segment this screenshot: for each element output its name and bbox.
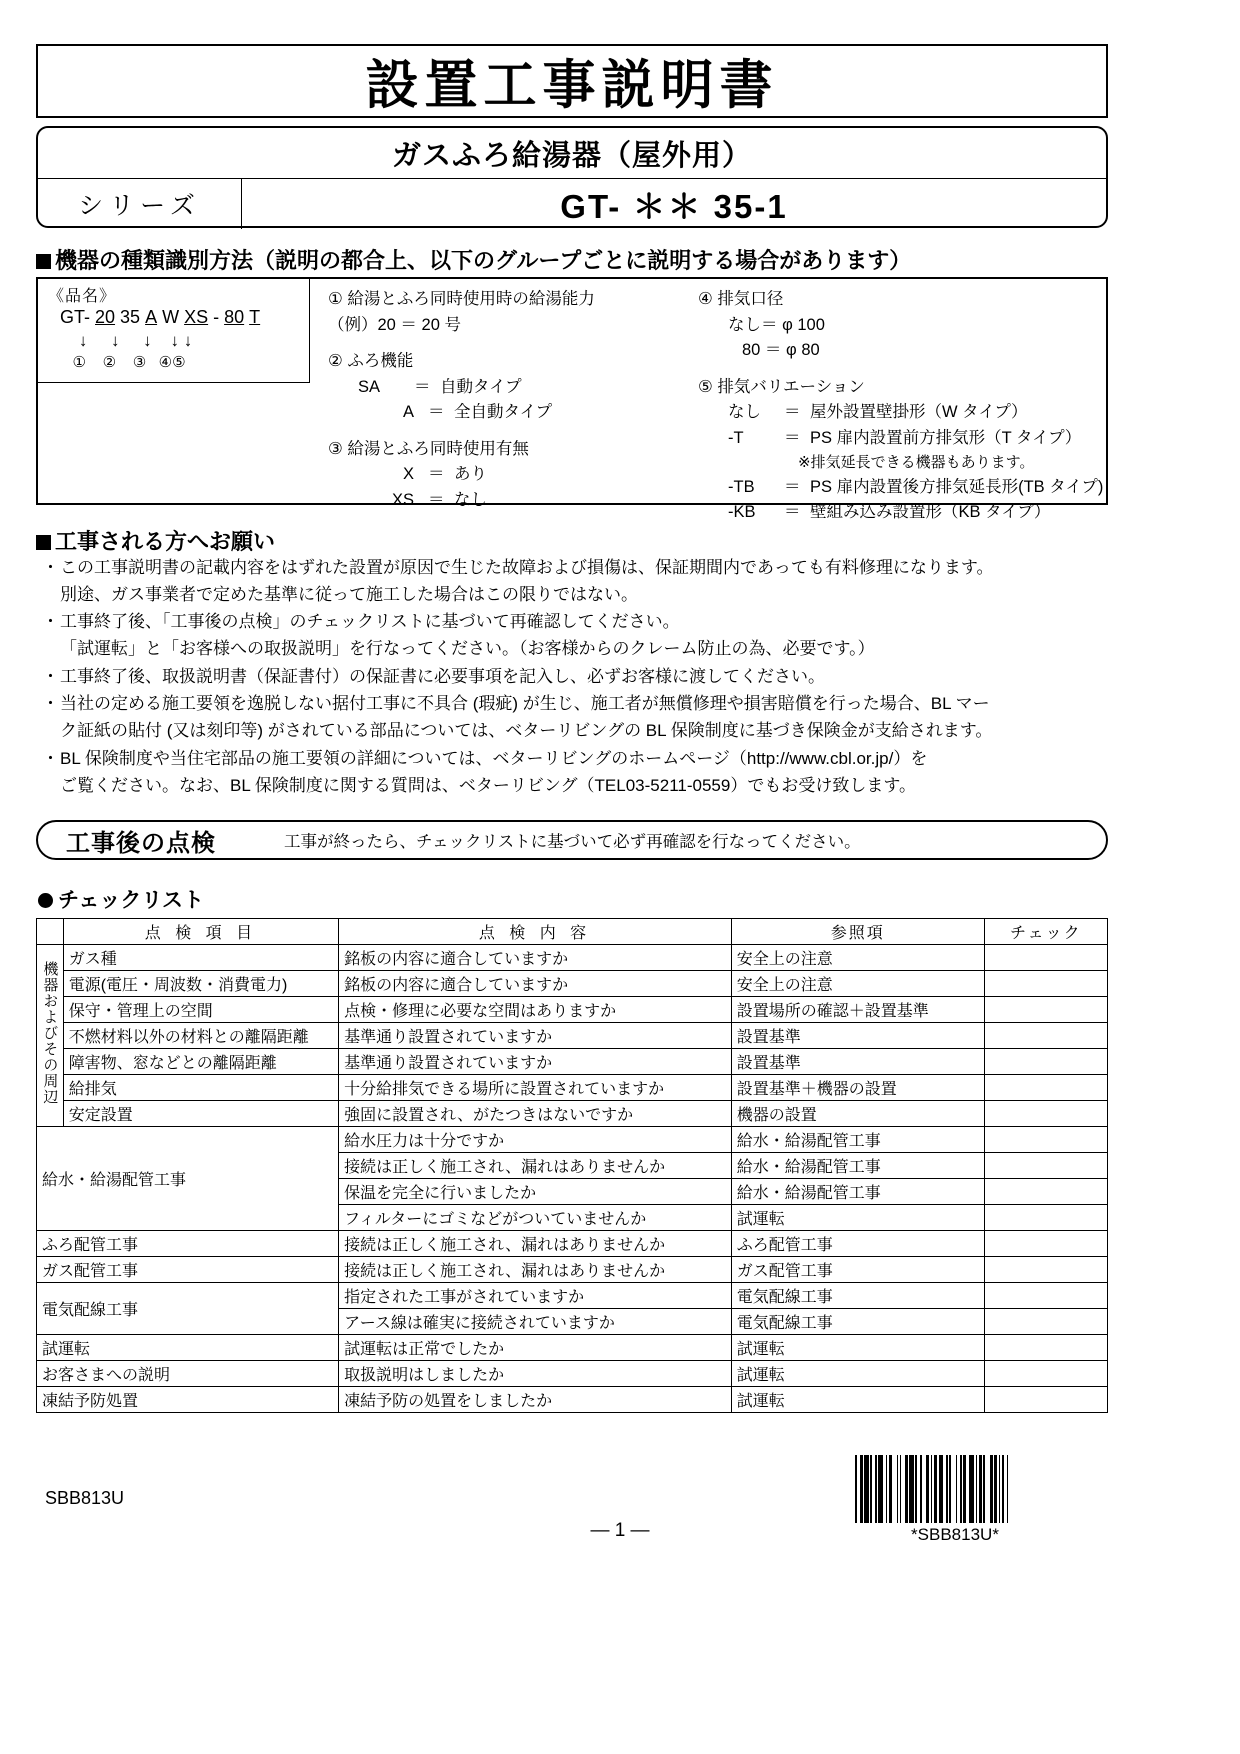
row-16-check[interactable] bbox=[984, 1335, 1107, 1361]
group-2-no: ② bbox=[328, 352, 343, 371]
row-12-ref: ふろ配管工事 bbox=[731, 1231, 984, 1257]
header-side-spacer bbox=[37, 919, 64, 945]
row-12-item: ふろ配管工事 bbox=[37, 1231, 339, 1257]
header-inspection-item: 点 検 項 目 bbox=[63, 919, 338, 945]
group-5-option-2-key: -T bbox=[728, 428, 744, 447]
list-item bbox=[36, 609, 1111, 662]
model-number-row: ① ② ③ ④⑤ bbox=[60, 354, 186, 371]
table-row bbox=[37, 945, 1108, 971]
table-row bbox=[37, 1075, 1108, 1101]
model-breakdown-cell bbox=[38, 279, 310, 383]
group-3-option-1-value: あり bbox=[454, 465, 487, 484]
row-14-check[interactable] bbox=[984, 1283, 1107, 1309]
bullet-square-icon bbox=[36, 535, 51, 550]
group-3-no: ③ bbox=[328, 439, 343, 458]
page-title: 設置工事説明書 bbox=[365, 55, 779, 116]
request-item-2-line-2: 「試運転」と「お客様への取扱説明」を行なってください。（お客様からのクレーム防止の為、必要です。） bbox=[60, 639, 875, 659]
table-row bbox=[37, 1049, 1108, 1075]
group-5-option-3-eq: ＝ bbox=[784, 477, 801, 496]
group-3-option-1-key: X bbox=[402, 465, 414, 484]
table-row bbox=[37, 971, 1108, 997]
row-13-ref: ガス配管工事 bbox=[731, 1257, 984, 1283]
inspection-banner-label: 工事後の点検 bbox=[66, 829, 216, 857]
group-4-option-2 bbox=[698, 338, 1118, 364]
header-check: チェック bbox=[984, 919, 1107, 945]
group-4-option-2-value: φ 80 bbox=[786, 341, 820, 360]
row-7-check[interactable] bbox=[984, 1101, 1107, 1127]
inspection-banner-note: 工事が終ったら、チェックリストに基づいて必ず再確認を行なってください。 bbox=[284, 833, 861, 851]
group-5-option-2-value: PS 扉内設置前方排気形（T タイプ） bbox=[810, 428, 1082, 447]
row-7-content: 強固に設置され、がたつきはないですか bbox=[339, 1101, 732, 1127]
group-3-option-1-eq: ＝ bbox=[428, 465, 445, 484]
row-4-content: 基準通り設置されていますか bbox=[339, 1023, 732, 1049]
group-4-option-2-key: 80 ＝ bbox=[742, 341, 782, 360]
group-2-option-2-eq: ＝ bbox=[428, 403, 445, 422]
group-4-title: 排気口径 bbox=[717, 290, 784, 308]
row-10-content: 保温を完全に行いましたか bbox=[339, 1179, 732, 1205]
table-row bbox=[37, 1231, 1108, 1257]
request-heading-text: 工事される方へお願い bbox=[55, 529, 276, 554]
request-item-5-line-2: ご覧ください。なお、BL 保険制度に関する質問は、ベターリビング（TEL03-5211-0559）でもお受け致します。 bbox=[60, 775, 916, 795]
request-list bbox=[36, 555, 1111, 799]
row-3-ref: 設置場所の確認＋設置基準 bbox=[731, 997, 984, 1023]
table-row bbox=[37, 1361, 1108, 1387]
bullet-circle-icon bbox=[38, 893, 53, 908]
request-item-1-line-2: 別途、ガス事業者で定めた基準に従って施工した場合はこの限りではない。 bbox=[60, 584, 638, 604]
table-row bbox=[37, 1257, 1108, 1283]
group-5-option-3-value: PS 扉内設置後方排気延長形(TB タイプ) bbox=[810, 477, 1104, 496]
group-1-example: （例）20 ＝ 20 号 bbox=[328, 315, 461, 334]
row-16-item: 試運転 bbox=[37, 1335, 339, 1361]
row-12-check[interactable] bbox=[984, 1231, 1107, 1257]
row-18-content: 凍結予防の処置をしましたか bbox=[339, 1387, 732, 1413]
row-7-ref: 機器の設置 bbox=[731, 1101, 984, 1127]
checklist-heading-text: チェックリスト bbox=[58, 889, 204, 912]
group-2-option-1-value: 自動タイプ bbox=[440, 377, 522, 396]
row-15-ref: 電気配線工事 bbox=[731, 1309, 984, 1335]
group-3-title: 給湯とふろ同時使用有無 bbox=[347, 439, 529, 458]
product-subtitle: ガスふろ給湯器（屋外用） bbox=[391, 139, 752, 172]
identification-group-3 bbox=[328, 437, 678, 514]
header-reference: 参照項 bbox=[731, 919, 984, 945]
row-6-check[interactable] bbox=[984, 1075, 1107, 1101]
row-11-content: フィルターにゴミなどがついていませんか bbox=[339, 1205, 732, 1231]
row-18-item: 凍結予防処置 bbox=[37, 1387, 339, 1413]
side-group-label-cell bbox=[37, 945, 64, 1127]
row-12-content: 接続は正しく施工され、漏れはありませんか bbox=[339, 1231, 732, 1257]
series-row bbox=[38, 178, 1106, 229]
product-subtitle-row bbox=[38, 128, 1106, 178]
request-heading bbox=[36, 525, 275, 556]
barcode-bars bbox=[855, 1455, 1055, 1523]
row-17-content: 取扱説明はしましたか bbox=[339, 1361, 732, 1387]
row-4-item: 不燃材料以外の材料との離隔距離 bbox=[63, 1023, 338, 1049]
group-5-option-3 bbox=[698, 475, 1118, 501]
row-16-content: 試運転は正常でしたか bbox=[339, 1335, 732, 1361]
group-5-option-4-key: -KB bbox=[728, 503, 756, 522]
group-5-option-3-key: -TB bbox=[728, 477, 755, 496]
group-5-title: 排気バリエーション bbox=[717, 377, 865, 396]
identification-group-2 bbox=[328, 349, 678, 426]
row-15-content: アース線は確実に接続されていますか bbox=[339, 1309, 732, 1335]
row-6-item: 給排気 bbox=[63, 1075, 338, 1101]
table-row bbox=[37, 1283, 1108, 1309]
group-3-option-2-eq: ＝ bbox=[428, 490, 445, 509]
row-15-check[interactable] bbox=[984, 1309, 1107, 1335]
group-5-option-4-value: 壁組み込み設置形（KB タイプ） bbox=[810, 503, 1051, 522]
row-6-ref: 設置基準＋機器の設置 bbox=[731, 1075, 984, 1101]
row-14-content: 指定された工事がされていますか bbox=[339, 1283, 732, 1309]
checklist-heading bbox=[38, 884, 204, 914]
header-inspection-content: 点 検 内 容 bbox=[339, 919, 732, 945]
group-5-option-4 bbox=[698, 500, 1118, 526]
group-5-note: ※排気延長できる機器もあります。 bbox=[798, 454, 1035, 472]
table-row bbox=[37, 1023, 1108, 1049]
post-work-inspection-banner bbox=[36, 820, 1108, 860]
row-9-content: 接続は正しく施工され、漏れはありませんか bbox=[339, 1153, 732, 1179]
list-item bbox=[36, 664, 1111, 691]
request-item-4-line-2: ク証紙の貼付 (又は刻印等) がされている部品については、ベターリビングの BL 保険制度に基づき保険金が支給されます。 bbox=[60, 721, 993, 741]
group-4-option-1-value: φ 100 bbox=[782, 315, 825, 334]
table-row bbox=[37, 1127, 1108, 1153]
row-16-ref: 試運転 bbox=[731, 1335, 984, 1361]
group-5-option-1 bbox=[698, 400, 1118, 426]
group-5-option-1-value: 屋外設置壁掛形（W タイプ） bbox=[810, 403, 1028, 422]
barcode-text: *SBB813U* bbox=[911, 1525, 999, 1544]
row-5-ref: 設置基準 bbox=[731, 1049, 984, 1075]
table-row bbox=[37, 997, 1108, 1023]
row-17-ref: 試運転 bbox=[731, 1361, 984, 1387]
model-arrow-row: ↓ ↓ ↓ ↓ ↓ bbox=[60, 331, 193, 350]
bullet-dot-icon: ・ bbox=[42, 612, 59, 632]
row-6-content: 十分給排気できる場所に設置されていますか bbox=[339, 1075, 732, 1101]
group-5-option-1-eq: ＝ bbox=[784, 403, 801, 422]
row-17-check[interactable] bbox=[984, 1361, 1107, 1387]
group-3-option-1 bbox=[328, 462, 678, 488]
request-section bbox=[36, 555, 1111, 800]
identification-group-1 bbox=[328, 287, 678, 338]
group-3-option-2 bbox=[328, 488, 678, 514]
row-4-check[interactable] bbox=[984, 1023, 1107, 1049]
group-2-title: ふろ機能 bbox=[347, 352, 414, 371]
row-8-item: 給水・給湯配管工事 bbox=[37, 1127, 339, 1231]
row-1-ref: 安全上の注意 bbox=[731, 945, 984, 971]
product-title-box bbox=[36, 126, 1108, 228]
group-5-option-2-eq: ＝ bbox=[784, 428, 801, 447]
identification-groups-left bbox=[328, 287, 678, 525]
series-value: GT- ＊＊ 35-1 bbox=[560, 187, 788, 225]
row-7-item: 安定設置 bbox=[63, 1101, 338, 1127]
request-item-1-line-1: この工事説明書の記載内容をはずれた設置が原因で生じた故障および損傷は、保証期間内であっても有料修理になります。 bbox=[60, 558, 994, 577]
table-header-row bbox=[37, 919, 1108, 945]
side-group-label: 機器およびその周辺 bbox=[41, 961, 59, 1105]
row-2-content: 銘板の内容に適合していますか bbox=[339, 971, 732, 997]
checklist-table bbox=[36, 918, 1108, 1413]
row-10-ref: 給水・給湯配管工事 bbox=[731, 1179, 984, 1205]
row-4-ref: 設置基準 bbox=[731, 1023, 984, 1049]
row-2-check[interactable] bbox=[984, 971, 1107, 997]
group-2-option-2-key: A bbox=[402, 403, 414, 422]
request-item-4-line-1: 当社の定める施工要領を逸脱しない据付工事に不具合 (瑕疵) が生じ、施工者が無償修理や損害賠償を行った場合、BL マー bbox=[60, 694, 990, 714]
row-17-item: お客さまへの説明 bbox=[37, 1361, 339, 1387]
row-3-check[interactable] bbox=[984, 997, 1107, 1023]
group-4-option-1 bbox=[698, 313, 1118, 339]
group-5-no: ⑤ bbox=[698, 377, 713, 396]
group-2-option-1-key: SA bbox=[358, 377, 381, 396]
request-item-2-line-1: 工事終了後、「工事後の点検」のチェックリストに基づいて再確認してください。 bbox=[60, 612, 680, 632]
bullet-dot-icon: ・ bbox=[42, 694, 59, 714]
row-5-check[interactable] bbox=[984, 1049, 1107, 1075]
request-item-3-line-1: 工事終了後、取扱説明書（保証書付）の保証書に必要事項を記入し、必ずお客様に渡してください。 bbox=[60, 666, 825, 686]
request-item-5-line-1: BL 保険制度や当住宅部品の施工要領の詳細については、ベターリビングのホームページ（http://www.cbl.or.jp/）を bbox=[60, 748, 928, 768]
row-1-check[interactable] bbox=[984, 945, 1107, 971]
row-13-content: 接続は正しく施工され、漏れはありませんか bbox=[339, 1257, 732, 1283]
document-title-box bbox=[36, 44, 1108, 118]
row-11-check[interactable] bbox=[984, 1205, 1107, 1231]
row-1-item: ガス種 bbox=[63, 945, 338, 971]
barcode bbox=[855, 1455, 1055, 1545]
row-18-ref: 試運転 bbox=[731, 1387, 984, 1413]
group-1-title: 給湯とふろ同時使用時の給湯能力 bbox=[347, 290, 595, 308]
row-18-check[interactable] bbox=[984, 1387, 1107, 1413]
model-code-line: GT- 20 35 A W XS - 80 T bbox=[60, 307, 261, 327]
document-code: SBB813U bbox=[45, 1488, 125, 1508]
bullet-square-icon bbox=[36, 254, 51, 269]
group-4-option-1-key: なし＝ bbox=[728, 315, 778, 334]
row-13-item: ガス配管工事 bbox=[37, 1257, 339, 1283]
row-2-ref: 安全上の注意 bbox=[731, 971, 984, 997]
identification-group-5 bbox=[698, 375, 1118, 526]
group-3-option-2-value: なし bbox=[454, 490, 487, 509]
row-8-check[interactable] bbox=[984, 1127, 1107, 1153]
row-5-item: 障害物、窓などとの離隔距離 bbox=[63, 1049, 338, 1075]
row-11-ref: 試運転 bbox=[731, 1205, 984, 1231]
group-2-option-1-eq: ＝ bbox=[414, 377, 431, 396]
model-name-label: 《品名》 bbox=[48, 288, 117, 305]
group-4-no: ④ bbox=[698, 290, 713, 308]
row-8-content: 給水圧力は十分ですか bbox=[339, 1127, 732, 1153]
group-2-option-2-value: 全自動タイプ bbox=[454, 403, 553, 422]
row-14-ref: 電気配線工事 bbox=[731, 1283, 984, 1309]
group-2-option-2 bbox=[328, 400, 678, 426]
identification-heading-text: 機器の種類識別方法（説明の都合上、以下のグループごとに説明する場合があります） bbox=[55, 248, 912, 273]
row-5-content: 基準通り設置されていますか bbox=[339, 1049, 732, 1075]
row-3-content: 点検・修理に必要な空間はありますか bbox=[339, 997, 732, 1023]
table-row bbox=[37, 1387, 1108, 1413]
group-1-no: ① bbox=[328, 290, 343, 308]
bullet-dot-icon: ・ bbox=[42, 666, 59, 686]
bullet-dot-icon: ・ bbox=[42, 748, 59, 768]
table-row bbox=[37, 1335, 1108, 1361]
group-3-option-2-key: XS bbox=[391, 490, 414, 509]
list-item bbox=[36, 691, 1111, 744]
row-8-ref: 給水・給湯配管工事 bbox=[731, 1127, 984, 1153]
list-item bbox=[36, 555, 1111, 608]
bullet-dot-icon: ・ bbox=[42, 558, 59, 577]
identification-table bbox=[36, 277, 1108, 522]
group-5-option-4-eq: ＝ bbox=[784, 503, 801, 522]
list-item bbox=[36, 746, 1111, 799]
row-1-content: 銘板の内容に適合していますか bbox=[339, 945, 732, 971]
identification-groups-right bbox=[698, 287, 1118, 537]
series-label: シリーズ bbox=[38, 179, 242, 229]
row-9-check[interactable] bbox=[984, 1153, 1107, 1179]
page-number: — 1 — bbox=[590, 1520, 650, 1541]
row-10-check[interactable] bbox=[984, 1179, 1107, 1205]
row-9-ref: 給水・給湯配管工事 bbox=[731, 1153, 984, 1179]
group-5-option-1-key: なし bbox=[728, 403, 761, 422]
row-13-check[interactable] bbox=[984, 1257, 1107, 1283]
group-2-option-1 bbox=[328, 375, 678, 401]
row-14-item: 電気配線工事 bbox=[37, 1283, 339, 1335]
group-5-option-2 bbox=[698, 426, 1118, 452]
table-row bbox=[37, 1101, 1108, 1127]
row-2-item: 電源(電圧・周波数・消費電力) bbox=[63, 971, 338, 997]
identification-group-4 bbox=[698, 287, 1118, 364]
identification-heading bbox=[36, 244, 911, 275]
row-3-item: 保守・管理上の空間 bbox=[63, 997, 338, 1023]
